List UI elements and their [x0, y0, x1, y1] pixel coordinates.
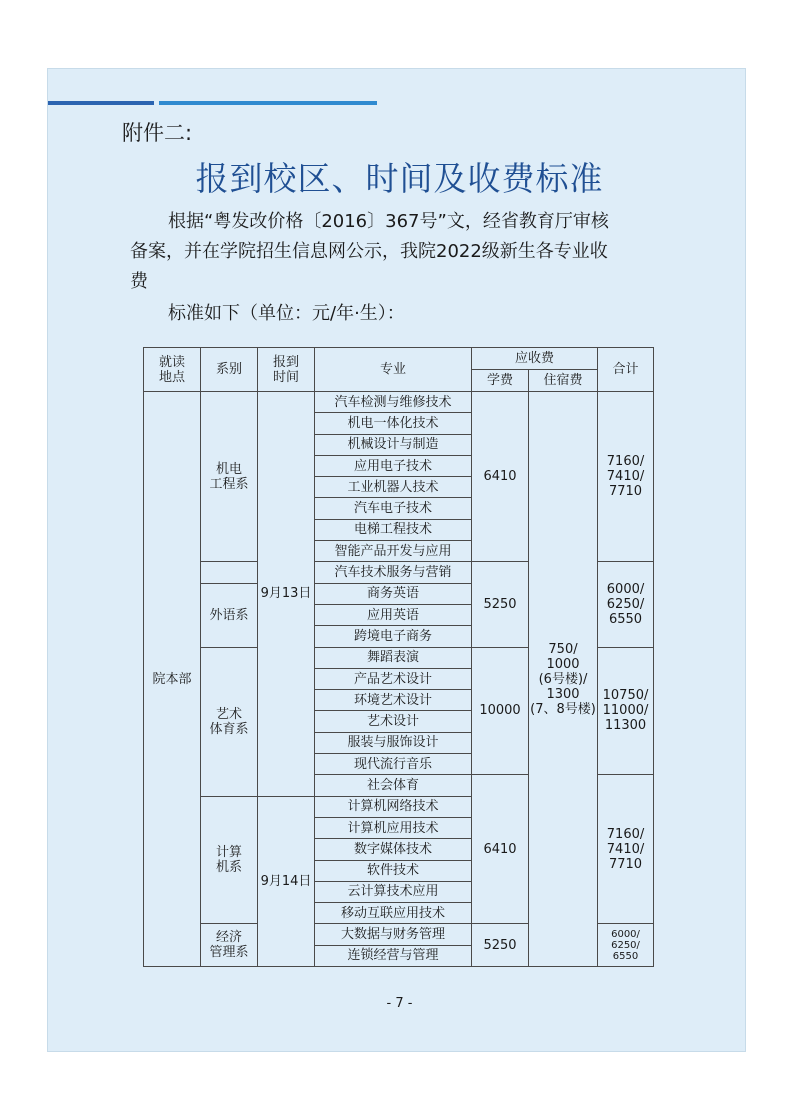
report-date-cell: 9月13日 [258, 392, 315, 797]
header-total: 合计 [598, 348, 654, 392]
major-cell: 应用电子技术 [315, 456, 472, 477]
department-cell: 外语系 [201, 584, 258, 648]
tuition-cell: 5250 [472, 924, 529, 967]
intro-line-2: 备案，并在学院招生信息网公示，我院2022级新生各专业收 [130, 241, 608, 262]
major-cell: 云计算技术应用 [315, 882, 472, 903]
major-cell: 服装与服饰设计 [315, 733, 472, 754]
accommodation-cell: 750/ 1000 (6号楼)/ 1300 (7、8号楼) [529, 392, 598, 967]
department-cell: 计算 机系 [201, 797, 258, 925]
major-cell: 应用英语 [315, 605, 472, 626]
major-cell: 商务英语 [315, 584, 472, 605]
header-tuition: 学费 [472, 370, 529, 392]
major-cell: 工业机器人技术 [315, 477, 472, 498]
intro-line-4: 标准如下（单位：元/年·生）： [168, 303, 405, 324]
major-cell: 计算机应用技术 [315, 818, 472, 839]
total-cell: 6000/ 6250/ 6550 [598, 924, 654, 967]
total-cell: 7160/ 7410/ 7710 [598, 775, 654, 924]
intro-line-1: 根据“粤发改价格〔2016〕367号”文，经省教育厅审核 [168, 211, 609, 232]
fee-table [143, 347, 654, 967]
major-cell: 电梯工程技术 [315, 520, 472, 541]
department-cell-empty [201, 562, 258, 583]
major-cell: 数字媒体技术 [315, 839, 472, 860]
header-bar-left [48, 101, 154, 105]
tuition-cell: 6410 [472, 775, 529, 924]
tuition-cell: 10000 [472, 648, 529, 776]
major-cell: 智能产品开发与应用 [315, 541, 472, 562]
header-location: 就读 地点 [144, 348, 201, 392]
major-cell: 连锁经营与管理 [315, 946, 472, 967]
major-cell: 软件技术 [315, 861, 472, 882]
page-title: 报到校区、时间及收费标准 [195, 159, 604, 198]
header-major: 专业 [315, 348, 472, 392]
page-number: - 7 - [386, 996, 413, 1011]
major-cell: 汽车电子技术 [315, 498, 472, 519]
major-cell: 环境艺术设计 [315, 690, 472, 711]
major-cell: 社会体育 [315, 775, 472, 796]
major-cell: 现代流行音乐 [315, 754, 472, 775]
total-cell: 10750/ 11000/ 11300 [598, 648, 654, 776]
major-cell: 跨境电子商务 [315, 626, 472, 647]
total-cell: 7160/ 7410/ 7710 [598, 392, 654, 562]
header-department: 系别 [201, 348, 258, 392]
major-cell: 计算机网络技术 [315, 797, 472, 818]
location-cell: 院本部 [144, 392, 201, 967]
department-cell: 经济 管理系 [201, 924, 258, 967]
header-accommodation: 住宿费 [529, 370, 598, 392]
report-date-cell: 9月14日 [258, 797, 315, 967]
department-cell: 机电 工程系 [201, 392, 258, 562]
major-cell: 移动互联应用技术 [315, 903, 472, 924]
major-cell: 汽车检测与维修技术 [315, 392, 472, 413]
header-report-time: 报到 时间 [258, 348, 315, 392]
header-fee-group: 应收费 [472, 348, 598, 370]
tuition-cell: 5250 [472, 562, 529, 647]
major-cell: 产品艺术设计 [315, 669, 472, 690]
major-cell: 机电一体化技术 [315, 413, 472, 434]
tuition-cell: 6410 [472, 392, 529, 562]
major-cell: 机械设计与制造 [315, 435, 472, 456]
total-cell: 6000/ 6250/ 6550 [598, 562, 654, 647]
major-cell: 舞蹈表演 [315, 648, 472, 669]
major-cell: 汽车技术服务与营销 [315, 562, 472, 583]
major-cell: 艺术设计 [315, 711, 472, 732]
attachment-label: 附件二: [122, 121, 193, 145]
intro-line-3: 费 [130, 271, 148, 292]
major-cell: 大数据与财务管理 [315, 924, 472, 945]
department-cell: 艺术 体育系 [201, 648, 258, 797]
header-bar-right [159, 101, 377, 105]
